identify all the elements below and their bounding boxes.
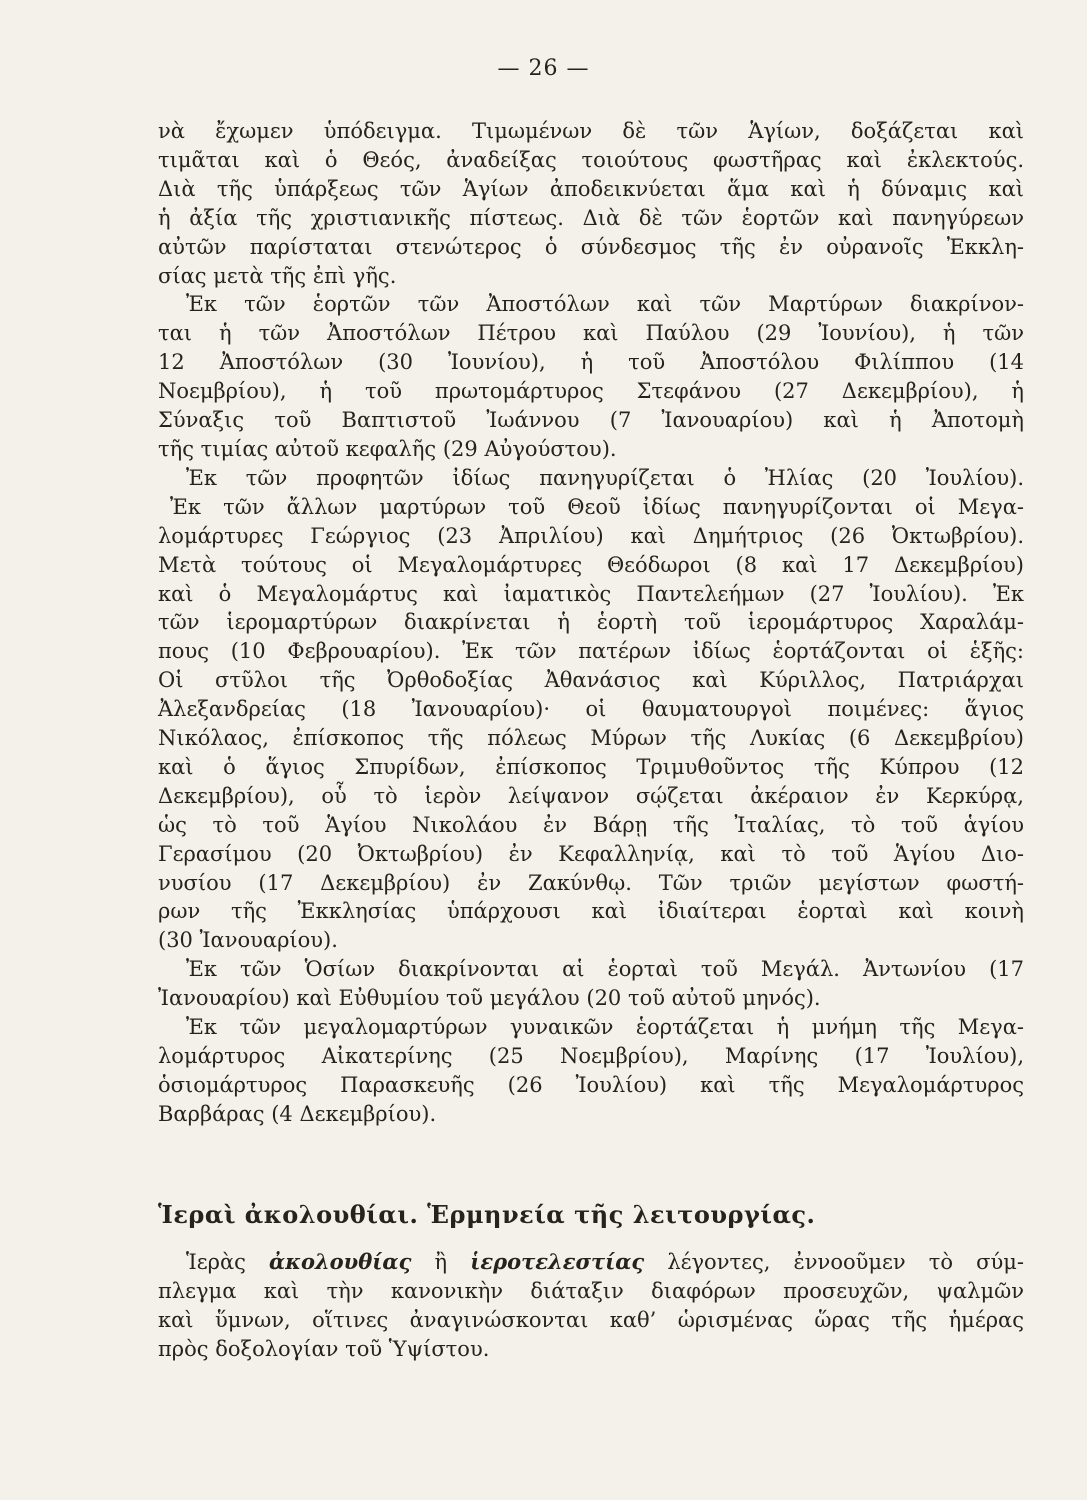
text-line: 12 Ἀποστόλων (30 Ἰουνίου), ἡ τοῦ Ἀποστόλου Φιλίππου (14	[158, 350, 1024, 375]
text-line: καὶ ὁ ἅγιος Σπυρίδων, ἐπίσκοπος Τριμυθοῦντος τῆς Κύπρου (12	[158, 754, 1024, 779]
text-line: ὡς τὸ τοῦ Ἁγίου Νικολάου ἐν Βάρῃ τῆς Ἰταλίας, τὸ τοῦ ἁγίου	[158, 812, 1024, 837]
text-line: ρων τῆς Ἐκκλησίας ὑπάρχουσι καὶ ἰδιαίτεραι ἑορταὶ καὶ κοινὴ	[158, 899, 1024, 924]
text-line: Ἐκ τῶν ἄλλων μαρτύρων τοῦ Θεοῦ ἰδίως πανηγυρίζονται οἱ Μεγα-	[170, 494, 1024, 519]
text-line: Μετὰ τούτους οἱ Μεγαλομάρτυρες Θεόδωροι (8 καὶ 17 Δεκεμβρίου)	[158, 552, 1024, 577]
text-line: πρὸς δοξολογίαν τοῦ Ὑψίστου.	[158, 1336, 490, 1361]
text-line: Νοεμβρίου), ἡ τοῦ πρωτομάρτυρος Στεφάνου (27 Δεκεμβρίου), ἡ	[158, 379, 1024, 404]
text-line: Νικόλαος, ἐπίσκοπος τῆς πόλεως Μύρων τῆς Λυκίας (6 Δεκεμβρίου)	[158, 726, 1024, 751]
text-line: λομάρτυρος Αἰκατερίνης (25 Νοεμβρίου), Μαρίνης (17 Ἰουλίου),	[158, 1044, 1024, 1068]
text-line: Βαρβάρας (4 Δεκεμβρίου).	[158, 1101, 437, 1126]
text-line: σίας μετὰ τῆς ἐπὶ γῆς.	[158, 263, 397, 288]
text-line: ἡ ἀξία τῆς χριστιανικῆς πίστεως. Διὰ δὲ τῶν ἑορτῶν καὶ πανηγύρεων	[158, 205, 1024, 230]
emphasized-term: ἀκολουθίας	[269, 1249, 412, 1274]
text-line: (30 Ἰανουαρίου).	[158, 928, 338, 953]
text-line: καὶ ὁ Μεγαλομάρτυς καὶ ἰαματικὸς Παντελεήμων (27 Ἰουλίου). Ἐκ	[158, 581, 1024, 606]
section-heading: Ἱεραὶ ἀκολουθίαι. Ἑρμηνεία τῆς λειτουργίας.	[158, 1200, 816, 1229]
text-line: τῶν ἱερομαρτύρων διακρίνεται ἡ ἑορτὴ τοῦ ἱερομάρτυρος Χαραλάμ-	[158, 610, 1024, 635]
text-run: λέγοντες, ἐννοοῦμεν τὸ σύμ-	[644, 1250, 1024, 1274]
section-paragraph	[158, 1248, 1024, 1364]
body-text	[158, 117, 1024, 1129]
text-line: Ἰανουαρίου) καὶ Εὐθυμίου τοῦ μεγάλου (20 τοῦ αὐτοῦ μηνός).	[158, 986, 821, 1011]
text-line: Ἐκ τῶν ἑορτῶν τῶν Ἀποστόλων καὶ τῶν Μαρτύρων διακρίνον-	[186, 292, 1024, 317]
text-run: ἢ	[411, 1250, 471, 1274]
text-line: Διὰ τῆς ὑπάρξεως τῶν Ἁγίων ἀποδεικνύεται ἅμα καὶ ἡ δύναμις καὶ	[158, 176, 1024, 201]
text-line: Δεκεμβρίου), οὗ τὸ ἱερὸν λείψανον σῴζεται ἀκέραιον ἐν Κερκύρᾳ,	[158, 783, 1024, 808]
text-line: Οἱ στῦλοι τῆς Ὀρθοδοξίας Ἀθανάσιος καὶ Κύριλλος, Πατριάρχαι	[158, 668, 1024, 693]
text-line: πλεγμα καὶ τὴν κανονικὴν διάταξιν διαφόρων προσευχῶν, ψαλμῶν	[158, 1278, 1024, 1303]
text-line: πους (10 Φεβρουαρίου). Ἐκ τῶν πατέρων ἰδίως ἑορτάζονται οἱ ἑξῆς:	[158, 639, 1024, 664]
text-line	[158, 1248, 1024, 1277]
text-line: Γερασίμου (20 Ὀκτωβρίου) ἐν Κεφαλληνίᾳ, καὶ τὸ τοῦ Ἁγίου Διο-	[158, 841, 1024, 866]
text-line: λομάρτυρες Γεώργιος (23 Ἀπριλίου) καὶ Δημήτριος (26 Ὀκτωβρίου).	[158, 523, 1024, 548]
text-line: Ἐκ τῶν Ὁσίων διακρίνονται αἱ ἑορταὶ τοῦ Μεγάλ. Ἀντωνίου (17	[186, 957, 1024, 982]
text-line: Σύναξις τοῦ Βαπτιστοῦ Ἰωάννου (7 Ἰανουαρίου) καὶ ἡ Ἀποτομὴ	[158, 408, 1024, 433]
emphasized-term: ἱεροτελεστίας	[470, 1249, 645, 1274]
text-line: Ἐκ τῶν μεγαλομαρτύρων γυναικῶν ἑορτάζεται ἡ μνήμη τῆς Μεγα-	[186, 1015, 1024, 1040]
text-line: τιμᾶται καὶ ὁ Θεός, ἀναδείξας τοιούτους φωστῆρας καὶ ἐκλεκτούς.	[158, 147, 1024, 172]
text-run: Ἱερὰς	[186, 1250, 270, 1274]
text-line: Ἀλεξανδρείας (18 Ἰανουαρίου)· οἱ θαυματουργοὶ ποιμένες: ἅγιος	[158, 697, 1024, 722]
text-line: νυσίου (17 Δεκεμβρίου) ἐν Ζακύνθῳ. Τῶν τριῶν μεγίστων φωστή-	[158, 870, 1024, 895]
text-line: αὐτῶν παρίσταται στενώτερος ὁ σύνδεσμος τῆς ἐν οὐρανοῖς Ἐκκλη-	[158, 234, 1024, 259]
text-line: τῆς τιμίας αὐτοῦ κεφαλῆς (29 Αὐγούστου).	[158, 436, 617, 461]
text-line: ται ἡ τῶν Ἀποστόλων Πέτρου καὶ Παύλου (29 Ἰουνίου), ἡ τῶν	[158, 321, 1024, 346]
text-line: ὁσιομάρτυρος Παρασκευῆς (26 Ἰουλίου) καὶ τῆς Μεγαλομάρτυρος	[158, 1072, 1024, 1097]
text-line: νὰ ἔχωμεν ὑπόδειγμα. Τιμωμένων δὲ τῶν Ἁγίων, δοξάζεται καὶ	[158, 119, 1024, 143]
text-line: καὶ ὕμνων, οἵτινες ἀναγινώσκονται καθ’ ὡρισμένας ὥρας τῆς ἡμέρας	[158, 1307, 1024, 1332]
text-line: Ἐκ τῶν προφητῶν ἰδίως πανηγυρίζεται ὁ Ἠλίας (20 Ἰουλίου).	[186, 465, 1024, 490]
page-number: — 26 —	[497, 56, 590, 81]
